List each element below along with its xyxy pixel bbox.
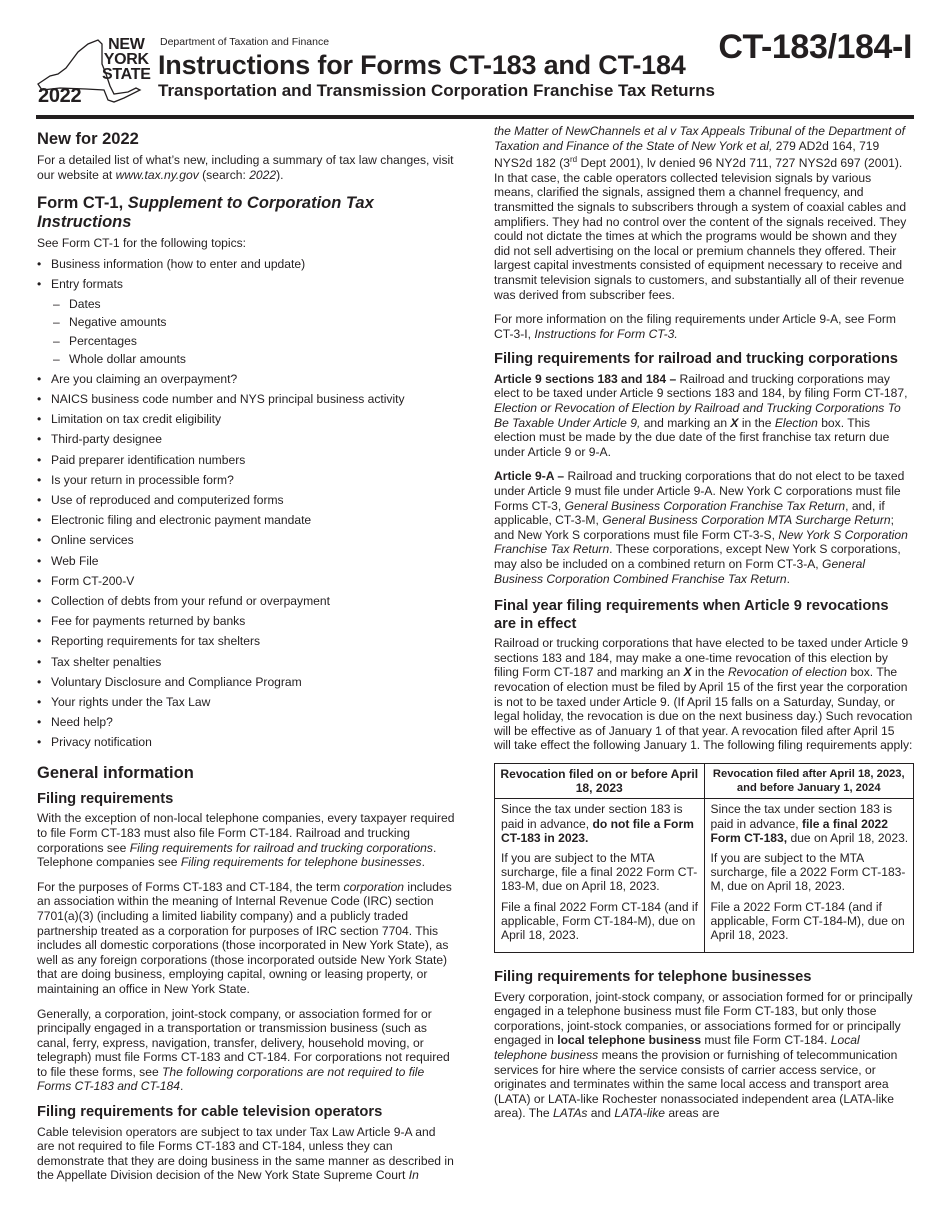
new-for-2022-heading: New for 2022 bbox=[37, 130, 139, 148]
filing-requirements-paragraph-1: With the exception of non-local telephone companies, every taxpayer required to file Form CT-183 must also file Form CT-184. Railroad and trucking corporations see Filing requirements for railroad and trucking corporations. Telephone companies see Filing requirements for telephone businesses. bbox=[37, 811, 455, 870]
list-item: • Need help? bbox=[37, 715, 455, 730]
page-title: Instructions for Forms CT-183 and CT-184 bbox=[158, 50, 686, 80]
article-9a-more-info: For more information on the filing requirements under Article 9-A, see Form CT-3-I, Instructions for Form CT-3. bbox=[494, 312, 896, 341]
right-column bbox=[494, 124, 914, 1131]
cable-television-paragraph: Cable television operators are subject to tax under Tax Law Article 9-A and are not required to file Forms CT-183 and CT-184, unless they can demonstrate that they are doing business in the same manner as described in the Appellate Division decision of the New York State Supreme Court In bbox=[37, 1124, 454, 1183]
list-item: • Paid preparer identification numbers bbox=[37, 453, 455, 468]
logo-line-3: STATE bbox=[102, 66, 151, 83]
filing-requirements-paragraph-3: Generally, a corporation, joint-stock company, or association formed for or principally engaged in a transportation or transmission business (such as canal, ferry, express, navigation, transfer, delivery, household moving, or telegraph) must file Forms CT-183 and CT-184. For corporations not required to file these forms, see The following corporations are not required to file Forms CT-183 and CT-184. bbox=[37, 1006, 450, 1094]
table-cell: Since the tax under section 183 is paid in advance, do not file a Form CT-183 in 2023. If you are subject to the MTA surcharge, file a final 2022 Form CT-183-M, due on April 18, 2023. File a final 2022 Form CT-184 (and if applicable, Form CT-184-M), due on April 18, 2023. bbox=[495, 799, 705, 953]
list-item: – Whole dollar amounts bbox=[37, 352, 455, 367]
article-9a-paragraph: Article 9-A – Railroad and trucking corporations that do not elect to be taxed under Article 9 must file under Article 9-A. New York C corporations must file Forms CT-3, General Business Corporation Franchise Tax Return, and, if applicable, CT-3-M, General Business Corporation MTA Surcharge Return; and New York S corporations must file Form CT-3-S, New York S Corporation Franchise Tax Return. These corporations, except New York S corporations, may also be included on a combined return on Form CT-3-A, General Business Corporation Combined Franchise Tax Return. bbox=[494, 469, 908, 586]
department-name: Department of Taxation and Finance bbox=[160, 36, 330, 48]
table-header-row bbox=[495, 763, 914, 798]
list-item: • NAICS business code number and NYS principal business activity bbox=[37, 392, 455, 407]
list-item: – Percentages bbox=[37, 334, 455, 349]
list-item: • Use of reproduced and computerized forms bbox=[37, 493, 455, 508]
telephone-businesses-heading: Filing requirements for telephone businesses bbox=[494, 969, 812, 986]
logo-line-1: NEW bbox=[108, 36, 145, 53]
table-header-cell: Revocation filed on or before April 18, 2023 bbox=[495, 763, 705, 798]
website-link[interactable]: www.tax.ny.gov bbox=[115, 167, 199, 182]
list-item: – Negative amounts bbox=[37, 315, 455, 330]
new-for-2022-text: For a detailed list of what’s new, including a summary of tax law changes, visit our website at www.tax.ny.gov (search: 2022). bbox=[37, 153, 454, 182]
list-item: • Tax shelter penalties bbox=[37, 655, 455, 670]
revocation-table bbox=[494, 763, 914, 953]
list-item: • Third-party designee bbox=[37, 432, 455, 447]
final-year-heading: Final year filing requirements when Article 9 revocations are in effect bbox=[494, 598, 889, 632]
table-cell: Since the tax under section 183 is paid in advance, file a final 2022 Form CT-183, due on April 18, 2023. If you are subject to the MTA surcharge, file a 2022 Form CT-183-M, due on April 18, 2023. File a 2022 Form CT-184 (and if applicable, Form CT-184-M), due on April 18, 2023. bbox=[704, 799, 914, 953]
list-item: • Are you claiming an overpayment? bbox=[37, 372, 455, 387]
list-item: • Is your return in processible form? bbox=[37, 473, 455, 488]
list-item: • Your rights under the Tax Law bbox=[37, 695, 455, 710]
nys-logo bbox=[36, 34, 154, 108]
list-item: • Business information (how to enter and update) bbox=[37, 257, 455, 272]
header-divider bbox=[36, 115, 914, 119]
list-item: • Entry formats bbox=[37, 277, 455, 292]
list-item: • Web File bbox=[37, 554, 455, 569]
list-item: • Form CT-200-V bbox=[37, 574, 455, 589]
list-item: • Limitation on tax credit eligibility bbox=[37, 412, 455, 427]
list-item: • Privacy notification bbox=[37, 735, 455, 750]
left-column bbox=[37, 124, 455, 1193]
article-9-paragraph: Article 9 sections 183 and 184 – Railroad and trucking corporations may elect to be taxed under Article 9 sections 183 and 184, by filing Form CT-187, Election or Revocation of Election by Railroad and Trucking Corporations To Be Taxable Under Article 9, and marking an X in the Election box. This election must be made by the due date of the first franchise tax return due under Article 9 or 9-A. bbox=[494, 371, 908, 459]
railroad-trucking-heading: Filing requirements for railroad and trucking corporations bbox=[494, 351, 898, 368]
list-item: – Dates bbox=[37, 297, 455, 312]
list-item: • Collection of debts from your refund or overpayment bbox=[37, 594, 455, 609]
filing-requirements-heading: Filing requirements bbox=[37, 790, 174, 807]
telephone-businesses-paragraph: Every corporation, joint-stock company, or association formed for or principally engaged in a telephone business must file Form CT-183, but only those corporations, joint-stock companies, or associations formed for or principally engaged in local telephone business must file Form CT-184. Local telephone business means the provision or furnishing of telecommunication services for hire where the service consists of carrier access service, or originates and terminates within the same local access and transport area (LATA) or LATA-like Rochester nonassociated independent area (LATA-like area). The LATAs and LATA-like areas are bbox=[494, 989, 913, 1121]
list-item: • Online services bbox=[37, 533, 455, 548]
page-subtitle: Transportation and Transmission Corporation Franchise Tax Returns bbox=[158, 81, 716, 100]
list-item: • Voluntary Disclosure and Compliance Program bbox=[37, 675, 455, 690]
cable-television-heading: Filing requirements for cable television operators bbox=[37, 1104, 383, 1121]
logo-state-name bbox=[102, 37, 151, 82]
general-information-heading: General information bbox=[37, 763, 194, 782]
table-header-cell: Revocation filed after April 18, 2023, and before January 1, 2024 bbox=[704, 763, 914, 798]
filing-requirements-paragraph-2: For the purposes of Forms CT-183 and CT-184, the term corporation includes an association within the meaning of Internal Revenue Code (IRC) section 7701(a)(3) (including a limited liability company) and a publicly traded partnership treated as a corporation for purposes of IRC section 7704. This includes all domestic corporations (those incorporated in New York State), as well as any foreign corporations (those incorporated outside New York State) that are doing business, employing capital, owning or leasing property, or maintaining an office in New York State. bbox=[37, 879, 452, 996]
final-year-paragraph: Railroad or trucking corporations that have elected to be taxed under Article 9 sections 183 and 184, may make a one-time revocation of this election by filing Form CT-187 and marking an X in the Revocation of election box. The revocation of election must be filed by April 15 of the first year the corporation is not to be taxed under Article 9. (If April 15 falls on a Saturday, Sunday, or legal holiday, the revocation is due on the next business day.) Such revocation will be effective as of January 1 of that year. A revocation filed after April 15 will take effect the following January 1. The following filing requirements apply: bbox=[494, 636, 913, 753]
list-item: • Electronic filing and electronic payment mandate bbox=[37, 513, 455, 528]
form-number: CT-183/184-I bbox=[718, 28, 912, 66]
logo-year: 2022 bbox=[38, 85, 82, 107]
list-item: • Reporting requirements for tax shelters bbox=[37, 634, 455, 649]
table-row bbox=[495, 799, 914, 953]
cable-television-paragraph-continued: the Matter of NewChannels et al v Tax Appeals Tribunal of the Department of Taxation and Finance of the State of New York et al, 279 AD2d 164, 719 NYS2d 182 (3rd Dept 2001), lv denied 96 NY2d 711, 727 NYS2d 697 (2001). In that case, the cable operators collected television signals by various means, clarified the signals, assigned them a channel frequency, and transmitted the signals to subscribers through a system of coaxial cables and amplifiers. They had no control over the content of the signals received. They could not dictate the times at which the programs would be shown and they did not sell advertising on the local or premium channels they offered. Their largest capital investments consisted of equipment necessary to receive and transmit television signals to customers, and substantially all of their revenue was derived from subscriber fees. bbox=[494, 124, 907, 302]
ct1-heading: Form CT-1, Supplement to Corporation Tax Instructions bbox=[37, 194, 374, 232]
list-item: • Fee for payments returned by banks bbox=[37, 614, 455, 629]
ct1-intro: See Form CT-1 for the following topics: bbox=[37, 236, 247, 251]
ct1-topic-list bbox=[37, 257, 455, 750]
logo-line-2: YORK bbox=[103, 51, 149, 68]
